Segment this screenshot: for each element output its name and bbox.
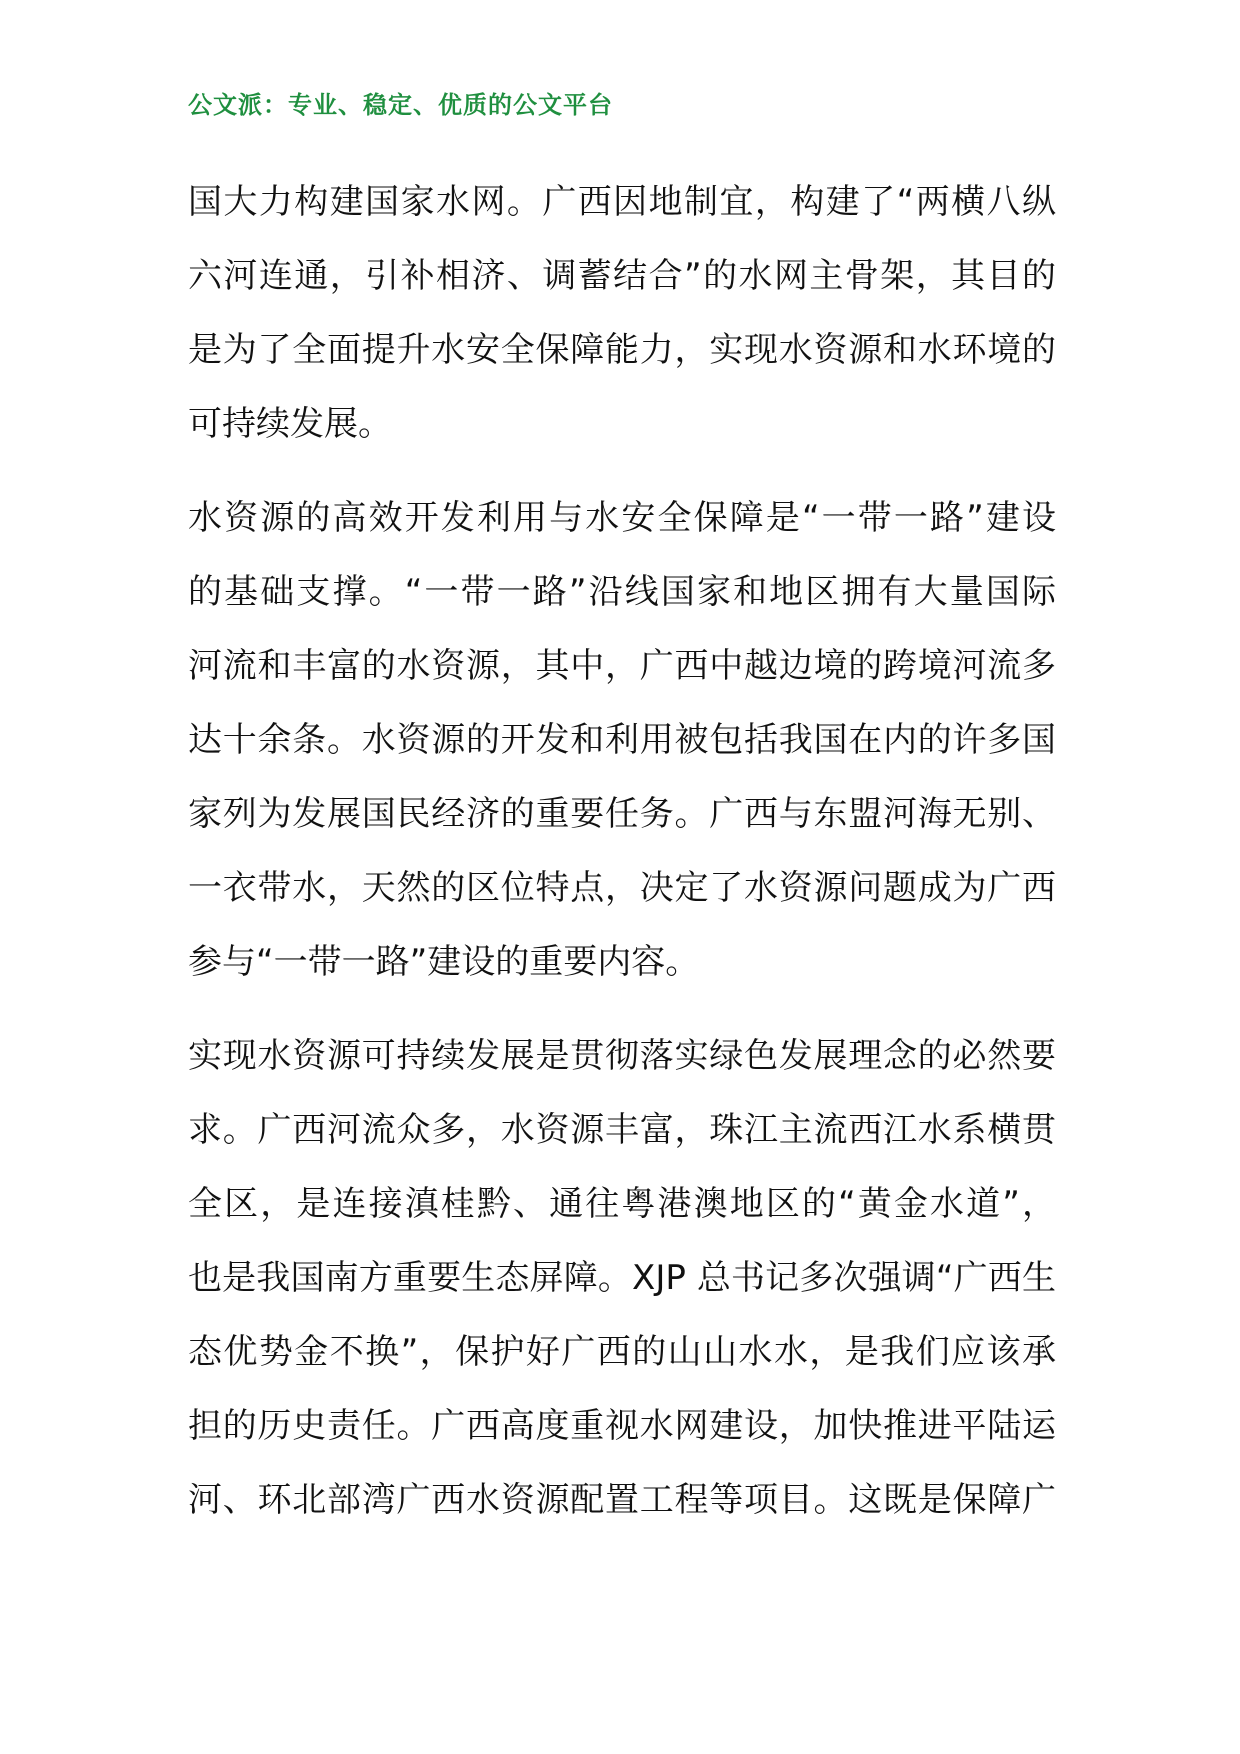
text-line: 的基础支撑。“一带一路”沿线国家和地区拥有大量国际 bbox=[188, 572, 1056, 612]
paragraph-1 bbox=[188, 165, 1056, 461]
paragraph-2 bbox=[188, 481, 1056, 999]
text-line: 也是我国南方重要生态屏障。XJP 总书记多次强调“广西生 bbox=[188, 1258, 1056, 1298]
text-line: 可持续发展。 bbox=[188, 404, 392, 444]
text-line: 担的历史责任。广西高度重视水网建设，加快推进平陆运 bbox=[188, 1406, 1056, 1446]
text-line: 一衣带水，天然的区位特点，决定了水资源问题成为广西 bbox=[188, 868, 1056, 908]
page-header: 公文派：专业、稳定、优质的公文平台 bbox=[188, 91, 613, 119]
document-body bbox=[188, 165, 1056, 1557]
text-line: 家列为发展国民经济的重要任务。广西与东盟河海无别、 bbox=[188, 794, 1056, 834]
text-line: 国大力构建国家水网。广西因地制宜，构建了“两横八纵 bbox=[188, 182, 1056, 222]
text-line: 求。广西河流众多，水资源丰富，珠江主流西江水系横贯 bbox=[188, 1110, 1056, 1150]
text-line: 参与“一带一路”建设的重要内容。 bbox=[188, 942, 700, 982]
text-line: 全区，是连接滇桂黔、通往粤港澳地区的“黄金水道”， bbox=[188, 1184, 1056, 1224]
text-line: 六河连通，引补相济、调蓄结合”的水网主骨架，其目的 bbox=[188, 256, 1056, 296]
text-line: 河、环北部湾广西水资源配置工程等项目。这既是保障广 bbox=[188, 1480, 1056, 1520]
text-line: 是为了全面提升水安全保障能力，实现水资源和水环境的 bbox=[188, 330, 1056, 370]
text-line: 水资源的高效开发利用与水安全保障是“一带一路”建设 bbox=[188, 498, 1056, 538]
paragraph-3 bbox=[188, 1019, 1056, 1537]
text-line: 实现水资源可持续发展是贯彻落实绿色发展理念的必然要 bbox=[188, 1036, 1056, 1076]
text-line: 河流和丰富的水资源，其中，广西中越边境的跨境河流多 bbox=[188, 646, 1056, 686]
text-line: 态优势金不换”，保护好广西的山山水水，是我们应该承 bbox=[188, 1332, 1056, 1372]
text-line: 达十余条。水资源的开发和利用被包括我国在内的许多国 bbox=[188, 720, 1056, 760]
